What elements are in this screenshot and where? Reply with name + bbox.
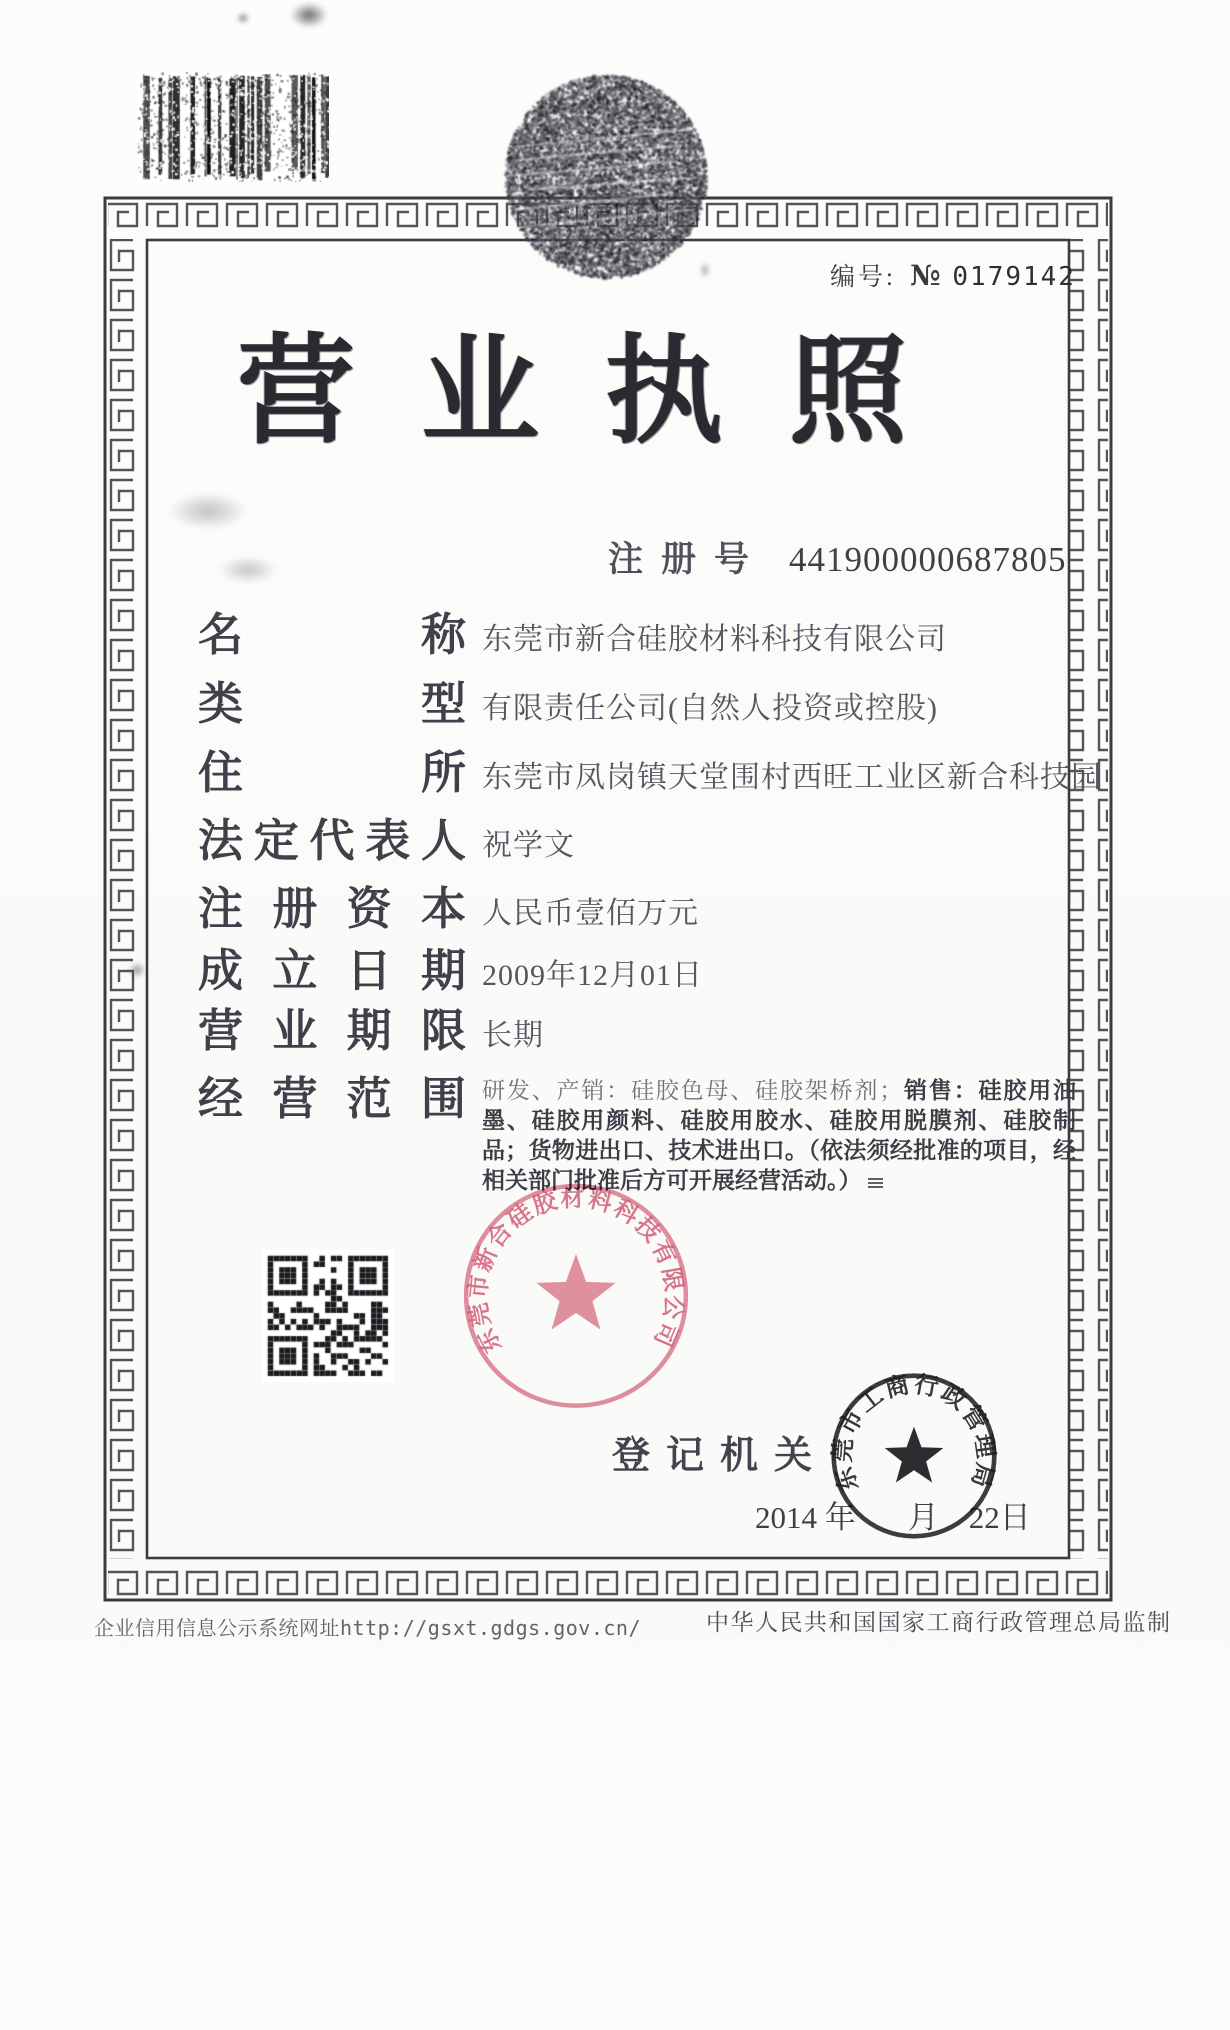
field-value-legal-rep: 祝学文 xyxy=(482,828,575,862)
company-seal xyxy=(458,1176,694,1412)
ink-smudge xyxy=(868,1178,883,1188)
license-title: 营业执照 xyxy=(237,326,974,458)
date-month-label: 月 xyxy=(907,1500,939,1535)
field-row-term xyxy=(198,1008,1078,1055)
national-emblem xyxy=(502,74,708,290)
field-row-name xyxy=(198,612,1078,659)
field-value-established: 2009年12月01日 xyxy=(482,958,703,992)
footer-public-system-url: 企业信用信息公示系统网址http://gsxt.gdgs.gov.cn/ xyxy=(94,1616,641,1640)
serial-number: 0179142 xyxy=(952,262,1076,292)
registration-number: 441900000687805 xyxy=(789,540,1067,579)
registration-number-label: 注册号 xyxy=(608,540,768,579)
field-row-type xyxy=(198,681,1078,728)
field-value-type: 有限责任公司(自然人投资或控股) xyxy=(482,691,938,725)
star-icon xyxy=(536,1254,615,1330)
field-label-established: 成立日期 xyxy=(198,946,466,996)
scan-smudge xyxy=(236,12,250,24)
footer-issuer: 中华人民共和国国家工商行政管理总局监制 xyxy=(706,1610,1172,1635)
barcode xyxy=(137,72,329,182)
date-year: 2014 年 xyxy=(755,1500,856,1535)
scan-smudge xyxy=(290,2,328,28)
authority-seal xyxy=(826,1368,1002,1544)
field-value-address: 东莞市凤岗镇天堂围村西旺工业区新合科技园 xyxy=(482,760,1102,794)
field-value-term: 长期 xyxy=(482,1018,544,1052)
field-label-capital: 注册资本 xyxy=(198,884,466,934)
star-icon xyxy=(885,1427,944,1483)
date-day: 22日 xyxy=(968,1500,1031,1535)
field-label-name: 名称 xyxy=(198,610,466,660)
field-row-capital xyxy=(198,886,1078,933)
scan-smudge xyxy=(128,962,146,978)
field-label-term: 营业期限 xyxy=(198,1006,466,1056)
scan-smudge xyxy=(218,556,278,584)
field-value-capital: 人民币壹佰万元 xyxy=(482,896,699,930)
business-scope-part2: 销售：硅胶用油墨、硅胶用颜料、硅胶用胶水、硅胶用脱膜剂、硅胶制品；货物进出口、技术进出口。（依法须经批准的项目，经相关部门批准后方可开展经营活动。） xyxy=(482,1078,1077,1193)
field-row-legal-rep xyxy=(198,818,1078,865)
scan-smudge xyxy=(168,492,248,530)
qr-code xyxy=(262,1250,394,1382)
field-row-established xyxy=(198,948,1078,995)
authority-seal-text: 东莞市工商行政管理局 xyxy=(830,1371,999,1495)
registrar-label: 登记机关 xyxy=(612,1435,829,1477)
field-row-address xyxy=(198,748,1102,798)
company-seal-text: 东莞市新合硅胶材料科技有限公司 xyxy=(465,1185,687,1358)
field-label-type: 类型 xyxy=(198,679,466,729)
field-label-business-scope: 经营范围 xyxy=(198,1074,466,1124)
serial-number-line xyxy=(830,257,1076,293)
field-label-address: 住所 xyxy=(198,748,466,798)
field-value-name: 东莞市新合硅胶材料科技有限公司 xyxy=(482,622,947,656)
serial-label: 编号: xyxy=(830,264,896,291)
scan-smudge xyxy=(700,262,710,278)
numero-sign: № xyxy=(909,259,941,292)
field-label-legal-rep: 法定代表人 xyxy=(198,816,466,866)
business-scope-part1: 研发、产销：硅胶色母、硅胶架桥剂； xyxy=(482,1078,903,1103)
registration-number-line xyxy=(608,532,1067,582)
